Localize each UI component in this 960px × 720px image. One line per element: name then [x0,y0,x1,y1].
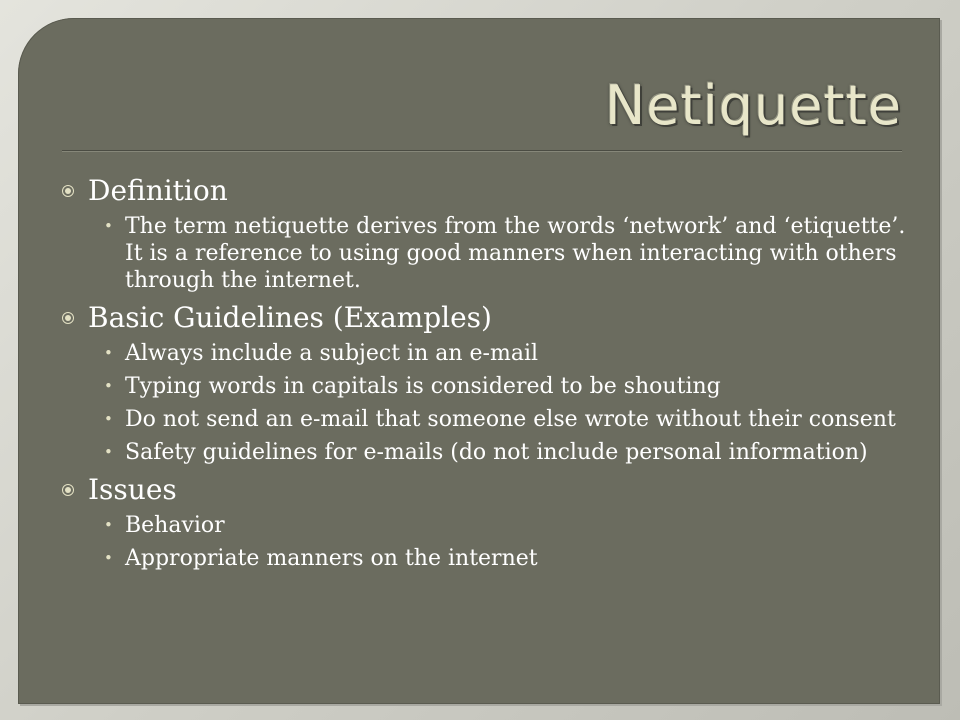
list-item [60,545,910,572]
bullet-dot-icon: • [104,443,113,461]
list-item-text: The term netiquette derives from the words ‘network’ and ‘etiquette’. It is a reference to using good manners when interacting with others through the internet. [125,214,906,293]
bullet-dot-icon: • [104,549,113,567]
list-item [60,512,910,539]
bullet-list [60,512,910,572]
bullet-list [60,213,910,294]
section-heading-text: Basic Guidelines (Examples) [88,301,492,334]
section-basic-guidelines [60,299,910,466]
list-item [60,439,910,466]
title-divider [62,150,902,152]
section-heading [60,172,910,210]
bullet-dot-icon: • [104,410,113,428]
list-item-text: Do not send an e-mail that someone else wrote without their consent [125,407,896,432]
list-item [60,340,910,367]
list-item-text: Typing words in capitals is considered to be shouting [125,374,721,399]
circle-dot-icon [62,484,74,496]
list-item [60,213,910,294]
list-item-text: Safety guidelines for e-mails (do not include personal information) [125,440,868,465]
bullet-dot-icon: • [104,377,113,395]
list-item [60,406,910,433]
list-item-text: Appropriate manners on the internet [125,546,538,571]
list-item-text: Behavior [125,513,225,538]
section-issues [60,471,910,572]
section-heading-text: Definition [88,174,228,207]
bullet-dot-icon: • [104,217,113,235]
bullet-list [60,340,910,466]
bullet-dot-icon: • [104,516,113,534]
circle-dot-icon [62,312,74,324]
section-heading [60,299,910,337]
section-definition [60,172,910,294]
section-heading-text: Issues [88,473,177,506]
slide-content [60,172,910,572]
list-item-text: Always include a subject in an e-mail [125,341,539,366]
list-item [60,373,910,400]
bullet-dot-icon: • [104,344,113,362]
circle-dot-icon [62,185,74,197]
slide-title: Netiquette [604,74,902,137]
section-heading [60,471,910,509]
